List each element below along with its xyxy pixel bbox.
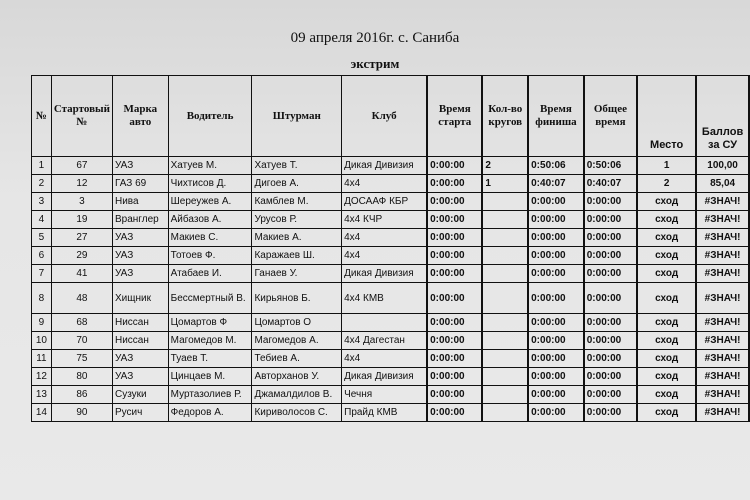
cell-club: 4x4 <box>342 229 428 247</box>
cell-bib: 48 <box>51 283 112 314</box>
cell-start: 0:00:00 <box>427 368 482 386</box>
cell-club: 4x4 <box>342 247 428 265</box>
cell-total: 0:00:00 <box>584 283 637 314</box>
cell-club: 4x4 <box>342 175 428 193</box>
table-row <box>32 368 750 386</box>
cell-finish: 0:00:00 <box>528 247 584 265</box>
cell-num: 10 <box>32 332 52 350</box>
cell-make: УАЗ <box>112 157 168 175</box>
cell-start: 0:00:00 <box>427 332 482 350</box>
cell-start: 0:00:00 <box>427 314 482 332</box>
cell-score: #ЗНАЧ! <box>696 314 749 332</box>
cell-club: 4x4 Дагестан <box>342 332 428 350</box>
cell-total: 0:00:00 <box>584 404 637 422</box>
cell-start: 0:00:00 <box>427 350 482 368</box>
cell-bib: 27 <box>51 229 112 247</box>
cell-finish: 0:00:00 <box>528 368 584 386</box>
cell-place: сход <box>637 368 696 386</box>
cell-num: 5 <box>32 229 52 247</box>
cell-total: 0:00:00 <box>584 386 637 404</box>
cell-num: 12 <box>32 368 52 386</box>
cell-score: #ЗНАЧ! <box>696 368 749 386</box>
cell-bib: 67 <box>51 157 112 175</box>
cell-navigator: Магомедов А. <box>252 332 342 350</box>
cell-driver: Магомедов М. <box>168 332 252 350</box>
table-row <box>32 157 750 175</box>
cell-score: 85,04 <box>696 175 749 193</box>
cell-num: 9 <box>32 314 52 332</box>
header-row <box>32 76 750 157</box>
cell-num: 8 <box>32 283 52 314</box>
cell-driver: Тотоев Ф. <box>168 247 252 265</box>
cell-laps <box>482 229 528 247</box>
cell-place: сход <box>637 283 696 314</box>
date-location-line: 09 апреля 2016г. с. Саниба <box>290 30 460 46</box>
cell-navigator: Ганаев У. <box>252 265 342 283</box>
cell-club: ДОСААФ КБР <box>342 193 428 211</box>
category-subtitle: экстрим <box>350 56 400 71</box>
table-row <box>32 229 750 247</box>
cell-driver: Хатуев М. <box>168 157 252 175</box>
cell-driver: Макиев С. <box>168 229 252 247</box>
cell-laps: 1 <box>482 175 528 193</box>
cell-make: УАЗ <box>112 247 168 265</box>
cell-score: 100,00 <box>696 157 749 175</box>
cell-bib: 68 <box>51 314 112 332</box>
cell-finish: 0:00:00 <box>528 193 584 211</box>
cell-driver: Цинцаев М. <box>168 368 252 386</box>
col-header-num: № <box>32 76 52 157</box>
cell-num: 7 <box>32 265 52 283</box>
col-header-score: Баллов за СУ <box>696 76 749 157</box>
cell-laps: 2 <box>482 157 528 175</box>
cell-num: 1 <box>32 157 52 175</box>
cell-total: 0:00:00 <box>584 193 637 211</box>
cell-laps <box>482 386 528 404</box>
table-row <box>32 193 750 211</box>
cell-total: 0:00:00 <box>584 229 637 247</box>
cell-driver: Цомартов Ф <box>168 314 252 332</box>
cell-total: 0:00:00 <box>584 332 637 350</box>
cell-bib: 90 <box>51 404 112 422</box>
cell-score: #ЗНАЧ! <box>696 386 749 404</box>
cell-total: 0:40:07 <box>584 175 637 193</box>
col-header-finish: Время финиша <box>528 76 584 157</box>
cell-make: УАЗ <box>112 265 168 283</box>
cell-start: 0:00:00 <box>427 404 482 422</box>
cell-place: сход <box>637 404 696 422</box>
table-row <box>32 332 750 350</box>
table-row <box>32 386 750 404</box>
cell-num: 3 <box>32 193 52 211</box>
cell-total: 0:00:00 <box>584 247 637 265</box>
table-row <box>32 265 750 283</box>
cell-start: 0:00:00 <box>427 247 482 265</box>
cell-bib: 3 <box>51 193 112 211</box>
cell-total: 0:50:06 <box>584 157 637 175</box>
table-row <box>32 283 750 314</box>
cell-total: 0:00:00 <box>584 368 637 386</box>
cell-finish: 0:00:00 <box>528 265 584 283</box>
cell-make: УАЗ <box>112 229 168 247</box>
cell-club: Дикая Дивизия <box>342 157 428 175</box>
cell-navigator: Кирьянов Б. <box>252 283 342 314</box>
cell-make: УАЗ <box>112 368 168 386</box>
cell-bib: 75 <box>51 350 112 368</box>
cell-place: сход <box>637 314 696 332</box>
cell-make: Хищник <box>112 283 168 314</box>
cell-score: #ЗНАЧ! <box>696 265 749 283</box>
cell-place: сход <box>637 193 696 211</box>
cell-navigator: Урусов Р. <box>252 211 342 229</box>
cell-navigator: Дигоев А. <box>252 175 342 193</box>
cell-finish: 0:00:00 <box>528 386 584 404</box>
cell-laps <box>482 350 528 368</box>
cell-bib: 12 <box>51 175 112 193</box>
col-header-navigator: Штурман <box>252 76 342 157</box>
cell-finish: 0:00:00 <box>528 404 584 422</box>
cell-score: #ЗНАЧ! <box>696 193 749 211</box>
cell-navigator: Макиев А. <box>252 229 342 247</box>
cell-driver: Атабаев И. <box>168 265 252 283</box>
cell-club: Дикая Дивизия <box>342 368 428 386</box>
cell-club: 4x4 КМВ <box>342 283 428 314</box>
table-row <box>32 350 750 368</box>
cell-place: сход <box>637 332 696 350</box>
cell-num: 6 <box>32 247 52 265</box>
cell-club: Дикая Дивизия <box>342 265 428 283</box>
cell-make: Вранглер <box>112 211 168 229</box>
cell-navigator: Каражаев Ш. <box>252 247 342 265</box>
cell-navigator: Камблев М. <box>252 193 342 211</box>
cell-finish: 0:50:06 <box>528 157 584 175</box>
cell-start: 0:00:00 <box>427 175 482 193</box>
cell-navigator: Хатуев Т. <box>252 157 342 175</box>
cell-bib: 70 <box>51 332 112 350</box>
cell-place: сход <box>637 265 696 283</box>
cell-club: 4x4 КЧР <box>342 211 428 229</box>
table-row <box>32 175 750 193</box>
col-header-driver: Водитель <box>168 76 252 157</box>
cell-make: Нива <box>112 193 168 211</box>
cell-total: 0:00:00 <box>584 314 637 332</box>
results-body <box>32 157 750 422</box>
cell-laps <box>482 368 528 386</box>
cell-navigator: Джамалдилов В. <box>252 386 342 404</box>
col-header-laps: Кол-во кругов <box>482 76 528 157</box>
cell-bib: 86 <box>51 386 112 404</box>
cell-laps <box>482 332 528 350</box>
cell-start: 0:00:00 <box>427 229 482 247</box>
cell-driver: Муртазолиев Р. <box>168 386 252 404</box>
cell-make: Русич <box>112 404 168 422</box>
cell-make: Ниссан <box>112 314 168 332</box>
results-table <box>31 75 750 422</box>
cell-navigator: Авторханов У. <box>252 368 342 386</box>
cell-start: 0:00:00 <box>427 211 482 229</box>
cell-finish: 0:00:00 <box>528 229 584 247</box>
col-header-start: Время старта <box>427 76 482 157</box>
col-header-total: Общее время <box>584 76 637 157</box>
cell-make: ГАЗ 69 <box>112 175 168 193</box>
cell-num: 13 <box>32 386 52 404</box>
cell-num: 2 <box>32 175 52 193</box>
cell-laps <box>482 404 528 422</box>
cell-place: сход <box>637 229 696 247</box>
table-row <box>32 404 750 422</box>
cell-bib: 19 <box>51 211 112 229</box>
cell-total: 0:00:00 <box>584 350 637 368</box>
cell-laps <box>482 247 528 265</box>
cell-laps <box>482 314 528 332</box>
cell-start: 0:00:00 <box>427 157 482 175</box>
cell-driver: Туаев Т. <box>168 350 252 368</box>
cell-driver: Федоров А. <box>168 404 252 422</box>
cell-laps <box>482 265 528 283</box>
cell-laps <box>482 283 528 314</box>
cell-num: 4 <box>32 211 52 229</box>
cell-bib: 80 <box>51 368 112 386</box>
col-header-bib: Стартовый № <box>51 76 112 157</box>
cell-place: 1 <box>637 157 696 175</box>
cell-finish: 0:00:00 <box>528 314 584 332</box>
table-row <box>32 211 750 229</box>
table-row <box>32 247 750 265</box>
cell-score: #ЗНАЧ! <box>696 211 749 229</box>
cell-laps <box>482 193 528 211</box>
cell-navigator: Тебиев А. <box>252 350 342 368</box>
cell-num: 14 <box>32 404 52 422</box>
cell-driver: Бессмертный В. <box>168 283 252 314</box>
cell-place: сход <box>637 247 696 265</box>
cell-num: 11 <box>32 350 52 368</box>
col-header-make: Марка авто <box>112 76 168 157</box>
cell-navigator: Цомартов О <box>252 314 342 332</box>
col-header-club: Клуб <box>342 76 428 157</box>
cell-place: сход <box>637 211 696 229</box>
cell-club: 4x4 <box>342 350 428 368</box>
cell-score: #ЗНАЧ! <box>696 404 749 422</box>
cell-place: сход <box>637 386 696 404</box>
cell-club <box>342 314 428 332</box>
cell-laps <box>482 211 528 229</box>
cell-score: #ЗНАЧ! <box>696 332 749 350</box>
cell-driver: Чихтисов Д. <box>168 175 252 193</box>
cell-start: 0:00:00 <box>427 193 482 211</box>
cell-start: 0:00:00 <box>427 265 482 283</box>
cell-make: Ниссан <box>112 332 168 350</box>
cell-place: 2 <box>637 175 696 193</box>
cell-score: #ЗНАЧ! <box>696 350 749 368</box>
cell-finish: 0:00:00 <box>528 350 584 368</box>
col-header-place: Место <box>637 76 696 157</box>
cell-navigator: Кириволосов С. <box>252 404 342 422</box>
cell-total: 0:00:00 <box>584 265 637 283</box>
cell-score: #ЗНАЧ! <box>696 247 749 265</box>
cell-finish: 0:00:00 <box>528 211 584 229</box>
cell-total: 0:00:00 <box>584 211 637 229</box>
table-row <box>32 314 750 332</box>
cell-make: УАЗ <box>112 350 168 368</box>
cell-club: Прайд КМВ <box>342 404 428 422</box>
cell-driver: Шереужев А. <box>168 193 252 211</box>
cell-bib: 41 <box>51 265 112 283</box>
cell-start: 0:00:00 <box>427 283 482 314</box>
cell-start: 0:00:00 <box>427 386 482 404</box>
cell-club: Чечня <box>342 386 428 404</box>
cell-score: #ЗНАЧ! <box>696 229 749 247</box>
cell-finish: 0:00:00 <box>528 283 584 314</box>
cell-driver: Айбазов А. <box>168 211 252 229</box>
cell-bib: 29 <box>51 247 112 265</box>
cell-make: Сузуки <box>112 386 168 404</box>
cell-finish: 0:00:00 <box>528 332 584 350</box>
cell-finish: 0:40:07 <box>528 175 584 193</box>
cell-place: сход <box>637 350 696 368</box>
cell-score: #ЗНАЧ! <box>696 283 749 314</box>
